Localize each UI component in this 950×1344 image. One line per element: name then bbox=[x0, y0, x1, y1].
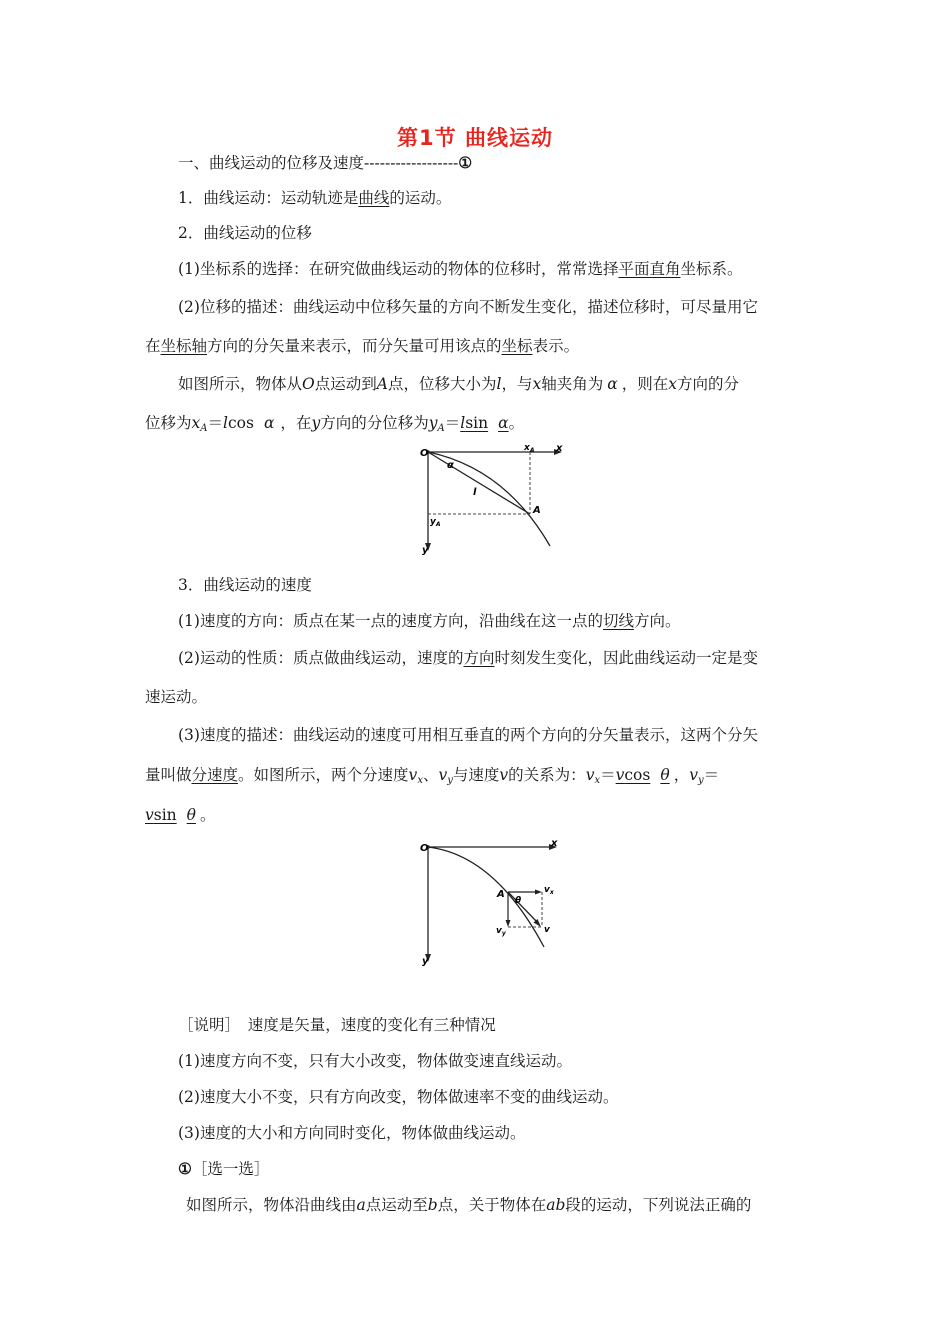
label-v: v bbox=[544, 925, 550, 935]
label-y: y bbox=[422, 956, 429, 967]
label-l: l bbox=[473, 487, 477, 498]
quiz-label: ①［选一选］ bbox=[178, 1159, 270, 1178]
label-alpha: α bbox=[447, 460, 454, 471]
label-A: A bbox=[533, 505, 541, 516]
v-vector bbox=[508, 892, 538, 923]
paragraph-14: vsin θ 。 bbox=[145, 806, 216, 824]
page-title: 第1节 曲线运动 bbox=[397, 126, 553, 150]
label-x: x bbox=[556, 443, 563, 454]
paragraph-5: 在坐标轴方向的分矢量来表示，而分矢量可用该点的坐标表示。 bbox=[145, 337, 580, 355]
answer-vcos: vcos θ bbox=[615, 766, 670, 784]
label-O: O bbox=[420, 843, 429, 854]
paragraph-2: 2．曲线运动的位移 bbox=[178, 224, 312, 242]
label-theta: θ bbox=[515, 896, 522, 906]
label-x: x bbox=[551, 838, 558, 849]
label-y: y bbox=[422, 545, 429, 556]
paragraph-7: 位移为$x_A=lcos$ α ，在y方向的分位移为$y_A=lsin$ α。 bbox=[145, 414, 525, 434]
note-heading: ［说明］ 速度是矢量，速度的变化有三种情况 bbox=[178, 1016, 496, 1034]
label-yA: $y_A$ bbox=[430, 517, 441, 528]
paragraph-8: 3．曲线运动的速度 bbox=[178, 576, 312, 594]
paragraph-10: (2)运动的性质：质点做曲线运动，速度的方向时刻发生变化，因此曲线运动一定是变 bbox=[178, 649, 758, 667]
label-O: O bbox=[420, 448, 429, 459]
vx-arrow-icon bbox=[535, 890, 542, 895]
paragraph-12: (3)速度的描述：曲线运动的速度可用相互垂直的两个方向的分矢量表示，这两个分矢 bbox=[178, 726, 758, 744]
paragraph-3: (1)坐标系的选择：在研究做曲线运动的物体的位移时，常常选择平面直角坐标系。 bbox=[178, 260, 743, 278]
label-A: A bbox=[497, 889, 505, 900]
paragraph-6: 如图所示，物体从O点运动到A点，位移大小为l，与x轴夹角为 α ，则在x方向的分 bbox=[178, 375, 739, 393]
label-vx: $v_x$ bbox=[544, 885, 554, 896]
paragraph-11: 速运动。 bbox=[145, 688, 208, 706]
displacement-line bbox=[428, 452, 530, 514]
displacement-figure bbox=[410, 440, 570, 560]
note-item-3: (3)速度的大小和方向同时变化，物体做曲线运动。 bbox=[178, 1124, 526, 1142]
trajectory-curve bbox=[428, 847, 544, 947]
vy-arrow-icon bbox=[506, 920, 511, 927]
answer-lsin: lsin α bbox=[460, 414, 509, 432]
answer-vsin: vsin θ bbox=[145, 806, 197, 824]
paragraph-9: (1)速度的方向：质点在某一点的速度方向，沿曲线在这一点的切线方向。 bbox=[178, 612, 681, 630]
paragraph-1: 1．曲线运动：运动轨迹是曲线的运动。 bbox=[178, 189, 452, 207]
velocity-figure bbox=[410, 835, 570, 970]
paragraph-13: 量叫做分速度。如图所示，两个分速度$v_x$、$v_y$与速度v的关系为：$v_x=vcos$ θ ，$v_y=$ bbox=[145, 766, 720, 786]
paragraph-4: (2)位移的描述：曲线运动中位移矢量的方向不断发生变化，描述位移时，可尽量用它 bbox=[178, 298, 758, 316]
label-vy: $v_y$ bbox=[496, 926, 506, 937]
note-item-2: (2)速度大小不变，只有方向改变，物体做速率不变的曲线运动。 bbox=[178, 1088, 619, 1106]
section-heading: 一、曲线运动的位移及速度------------------① bbox=[178, 153, 473, 172]
quiz-question: 如图所示，物体沿曲线由a点运动至b点，关于物体在ab段的运动，下列说法正确的 bbox=[186, 1196, 752, 1214]
note-item-1: (1)速度方向不变，只有大小改变，物体做变速直线运动。 bbox=[178, 1052, 572, 1070]
label-xA: $x_A$ bbox=[524, 443, 535, 454]
